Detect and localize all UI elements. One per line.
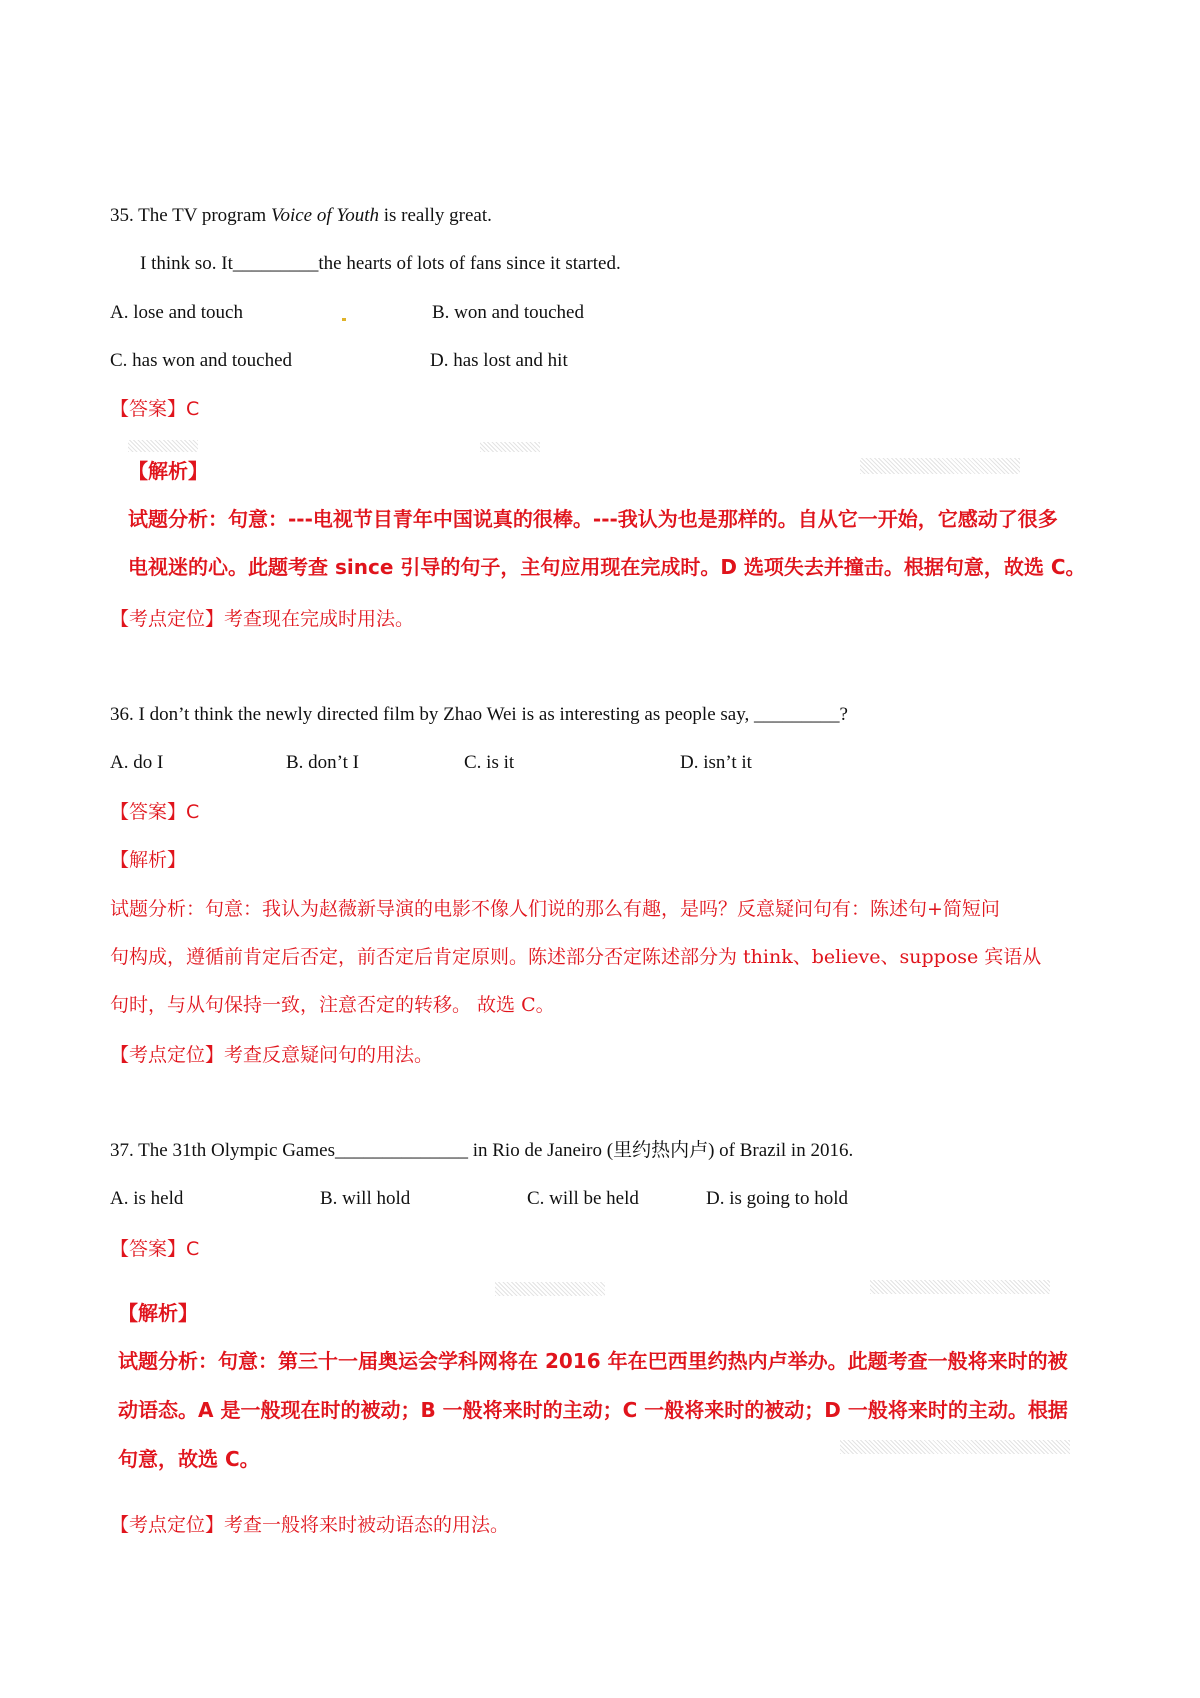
question-35-option-a: A. lose and touch bbox=[110, 302, 243, 323]
question-37-analysis-heading: 【解析】 bbox=[118, 1301, 198, 1325]
watermark-noise bbox=[840, 1440, 1070, 1454]
question-37-stem: 37. The 31th Olympic Games______________ in Rio de Janeiro (里约热内卢) of Brazil in 2016. bbox=[110, 1140, 854, 1161]
question-37-analysis-line: 句意，故选 C。 bbox=[118, 1447, 260, 1471]
question-35-number: 35. The TV program bbox=[110, 205, 271, 226]
watermark-noise bbox=[870, 1280, 1050, 1294]
question-37-point: 【考点定位】考查一般将来时被动语态的用法。 bbox=[110, 1514, 510, 1536]
question-36-option-b: B. don’t I bbox=[286, 752, 360, 773]
question-37-answer: 【答案】C bbox=[110, 1238, 200, 1260]
watermark-noise bbox=[128, 440, 198, 452]
question-35-analysis-line: 电视迷的心。此题考查 since 引导的句子，主句应用现在完成时。D 选项失去并撞击。根据句意，故选 C。 bbox=[128, 555, 1086, 579]
question-37-option-c: C. will be held bbox=[527, 1188, 639, 1209]
question-35-option-c: C. has won and touched bbox=[110, 350, 293, 371]
question-36-stem: 36. I don’t think the newly directed film by Zhao Wei is as interesting as people say, _________? bbox=[110, 704, 848, 725]
question-36-option-c: C. is it bbox=[464, 752, 515, 773]
stray-dot bbox=[342, 318, 346, 321]
question-35-option-d: D. has lost and hit bbox=[430, 350, 568, 371]
question-35-option-b: B. won and touched bbox=[432, 302, 584, 323]
question-35-analysis-heading: 【解析】 bbox=[128, 459, 208, 483]
watermark-noise bbox=[860, 458, 1020, 474]
question-36-option-d: D. isn’t it bbox=[680, 752, 752, 773]
question-37-analysis-line: 动语态。A 是一般现在时的被动；B 一般将来时的主动；C 一般将来时的被动；D 一般将来时的主动。根据 bbox=[118, 1398, 1068, 1422]
program-title: Voice of Youth bbox=[270, 205, 379, 226]
watermark-noise bbox=[495, 1282, 605, 1296]
question-36-point: 【考点定位】考查反意疑问句的用法。 bbox=[110, 1044, 434, 1066]
question-37-option-a: A. is held bbox=[110, 1188, 184, 1209]
question-36-option-a: A. do I bbox=[110, 752, 164, 773]
question-35-stem-line2: I think so. It_________the hearts of lots of fans since it started. bbox=[140, 253, 621, 274]
question-37-option-d: D. is going to hold bbox=[706, 1188, 848, 1209]
question-36-analysis-line: 句时，与从句保持一致，注意否定的转移。 故选 C。 bbox=[110, 994, 555, 1016]
question-35-analysis-line: 试题分析：句意：---电视节目青年中国说真的很棒。---我认为也是那样的。自从它一开始，它感动了很多 bbox=[128, 507, 1058, 531]
question-37-option-b: B. will hold bbox=[320, 1188, 411, 1209]
question-35-stem-rest: is really great. bbox=[378, 205, 492, 226]
question-36-answer: 【答案】C bbox=[110, 801, 200, 823]
watermark-noise bbox=[480, 442, 540, 452]
question-35-stem bbox=[110, 203, 492, 229]
question-35-point: 【考点定位】考查现在完成时用法。 bbox=[110, 608, 415, 630]
question-37-analysis-line: 试题分析：句意：第三十一届奥运会学科网将在 2016 年在巴西里约热内卢举办。此题考查一般将来时的被 bbox=[118, 1349, 1068, 1373]
question-36-analysis-line: 句构成，遵循前肯定后否定，前否定后肯定原则。陈述部分否定陈述部分为 think、believe、suppose 宾语从 bbox=[110, 946, 1042, 968]
question-35-answer: 【答案】C bbox=[110, 398, 200, 420]
question-36-analysis-heading: 【解析】 bbox=[110, 849, 187, 871]
question-36-analysis-line: 试题分析：句意：我认为赵薇新导演的电影不像人们说的那么有趣，是吗？反意疑问句有：陈述句+简短问 bbox=[110, 898, 1000, 920]
